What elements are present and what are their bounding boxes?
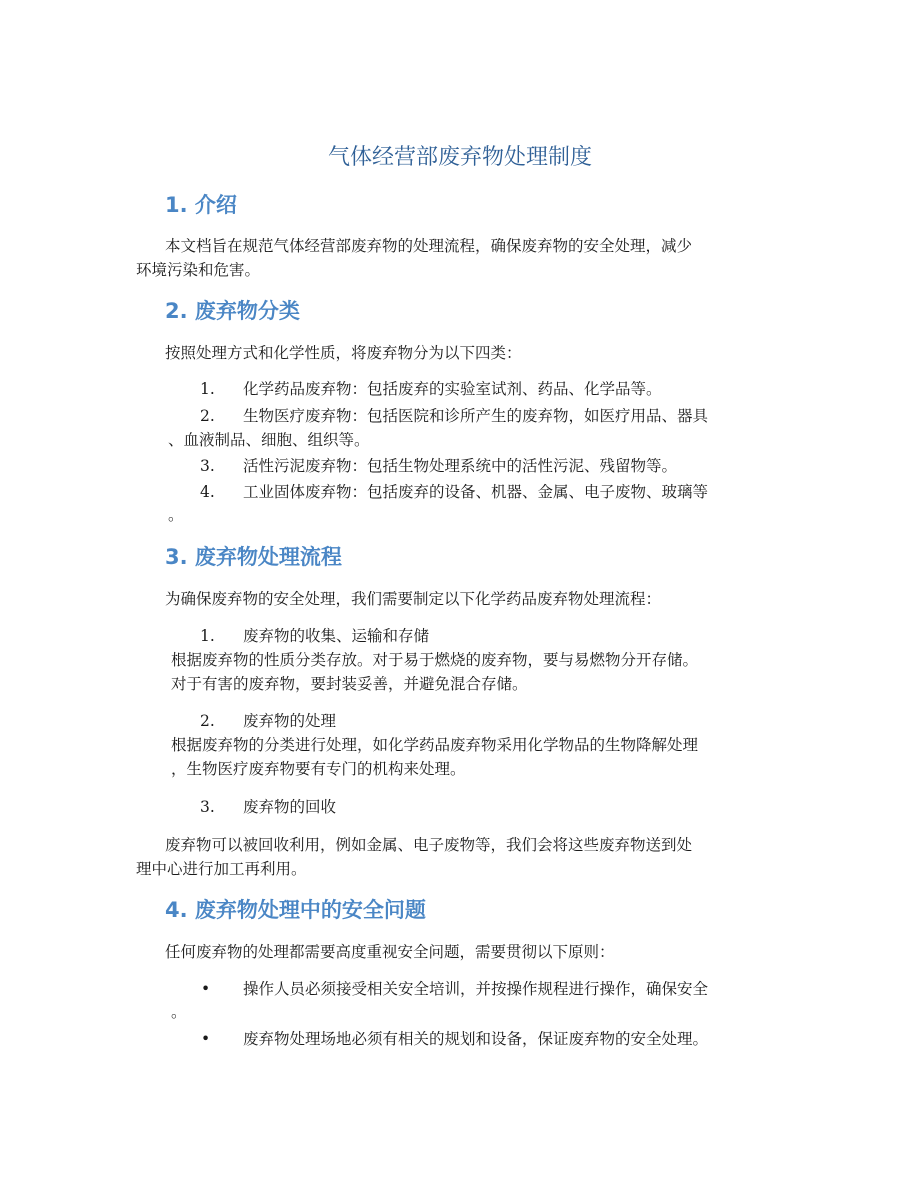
safety-intro: 任何废弃物的处理都需要高度重视安全问题，需要贯彻以下原则： — [165, 943, 615, 961]
document-title: 气体经营部废弃物处理制度 — [327, 145, 592, 170]
step-number: 1. — [200, 627, 215, 645]
intro-paragraph-line: 环境污染和危害。 — [136, 261, 261, 279]
step-description-line: 根据废弃物的分类进行处理，如化学药品废弃物采用化学物品的生物降解处理 — [171, 736, 699, 754]
section-1-heading: 1. 介绍 — [165, 193, 237, 217]
step-number: 3. — [200, 798, 215, 816]
bullet-item-text: 操作人员必须接受相关安全培训，并按操作规程进行操作，确保安全 — [243, 980, 709, 998]
bullet-icon: • — [201, 1030, 211, 1048]
bullet-item-continuation: 。 — [171, 1003, 187, 1021]
list-number: 1. — [200, 380, 215, 398]
intro-paragraph-line: 本文档旨在规范气体经营部废弃物的处理流程，确保废弃物的安全处理，减少 — [165, 237, 693, 255]
step-description-line: 对于有害的废弃物，要封装妥善，并避免混合存储。 — [171, 675, 528, 693]
section-2-heading: 2. 废弃物分类 — [165, 299, 300, 323]
section-4-heading: 4. 废弃物处理中的安全问题 — [165, 898, 426, 922]
process-intro: 为确保废弃物的安全处理，我们需要制定以下化学药品废弃物处理流程： — [165, 590, 662, 608]
list-number: 4. — [200, 483, 215, 501]
list-number: 2. — [200, 407, 215, 425]
list-item-text: 生物医疗废弃物：包括医院和诊所产生的废弃物，如医疗用品、器具 — [243, 407, 709, 425]
list-item-text: 活性污泥废弃物：包括生物处理系统中的活性污泥、残留物等。 — [243, 457, 678, 475]
classification-intro: 按照处理方式和化学性质，将废弃物分为以下四类： — [165, 344, 522, 362]
step-number: 2. — [200, 712, 215, 730]
section-3-heading: 3. 废弃物处理流程 — [165, 545, 342, 569]
step-description-line: ，生物医疗废弃物要有专门的机构来处理。 — [171, 760, 466, 778]
list-item-text: 化学药品废弃物：包括废弃的实验室试剂、药品、化学品等。 — [243, 380, 662, 398]
recycle-paragraph-line: 理中心进行加工再利用。 — [136, 860, 307, 878]
list-item-continuation: 。 — [168, 506, 184, 524]
list-item-text: 工业固体废弃物：包括废弃的设备、机器、金属、电子废物、玻璃等 — [243, 483, 709, 501]
step-label: 废弃物的回收 — [243, 798, 337, 816]
recycle-paragraph-line: 废弃物可以被回收利用，例如金属、电子废物等，我们会将这些废弃物送到处 — [165, 836, 693, 854]
list-number: 3. — [200, 457, 215, 475]
bullet-icon: • — [201, 980, 211, 998]
step-label: 废弃物的处理 — [243, 712, 337, 730]
list-item-continuation: 、血液制品、细胞、组织等。 — [168, 431, 370, 449]
bullet-item-text: 废弃物处理场地必须有相关的规划和设备，保证废弃物的安全处理。 — [243, 1030, 709, 1048]
step-description-line: 根据废弃物的性质分类存放。对于易于燃烧的废弃物，要与易燃物分开存储。 — [171, 651, 699, 669]
step-label: 废弃物的收集、运输和存储 — [243, 627, 430, 645]
